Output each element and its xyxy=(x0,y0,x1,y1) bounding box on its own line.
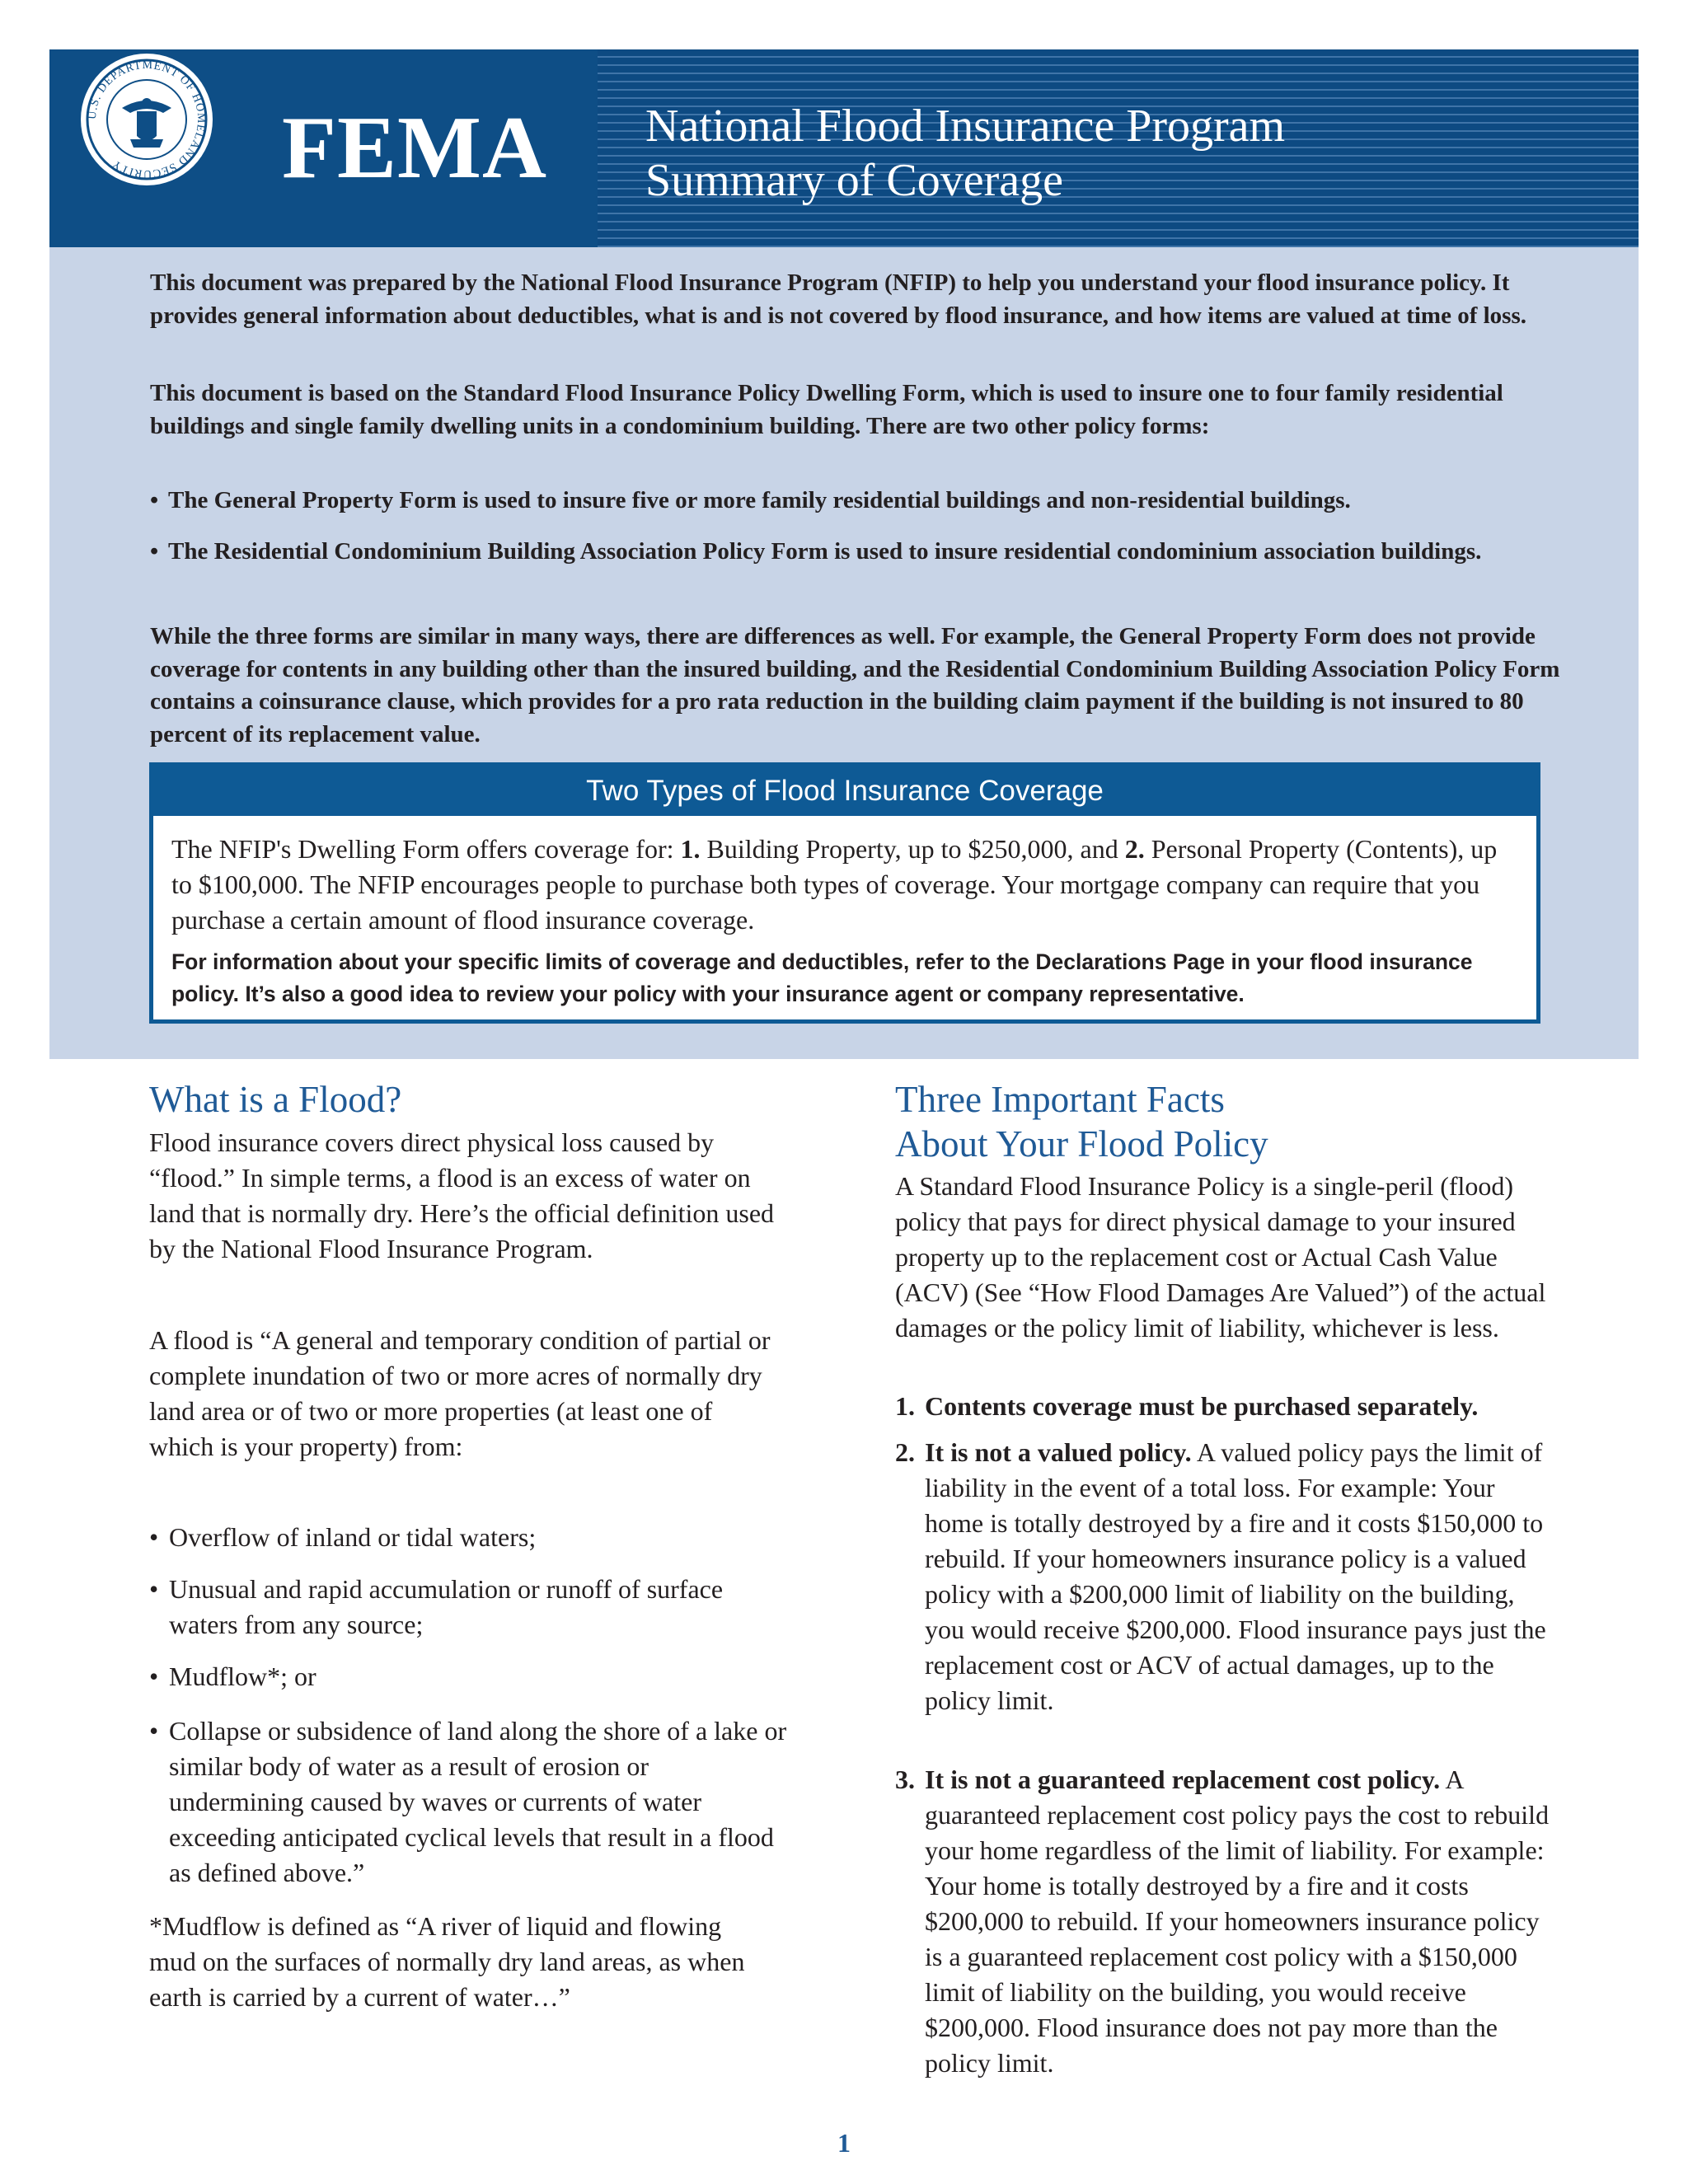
intro-paragraph-2: This document is based on the Standard Flood Insurance Policy Dwelling Form, which is used to insure one to four family residential buildings and single family dwelling units in a condominium building. There are two other policy forms: xyxy=(150,380,1503,439)
intro-paragraph-3: While the three forms are similar in many ways, there are differences as well. For example, the General Property Form does not provide coverage for contents in any building other than the insured building, and the Residential Condominium Building Association Policy Form contains a coinsurance clause, which provides for a pro rata reduction in the building claim payment if the building is not insured to 80 percent of its replacement value. xyxy=(150,623,1560,748)
dhs-seal-icon xyxy=(81,54,213,185)
coverage-number: 2. xyxy=(1124,834,1145,864)
fact-text xyxy=(925,1389,1554,1424)
seal-text: U.S. DEPARTMENT OF HOMELAND SECURITY xyxy=(86,59,208,180)
coverage-box-title: Two Types of Flood Insurance Coverage xyxy=(153,766,1536,816)
intro-bullet-text: The General Property Form is used to insure five or more family residential buildings and non-residential buildings. xyxy=(168,487,1351,513)
fact-lead: It is not a valued policy. xyxy=(925,1437,1192,1467)
facts-heading xyxy=(895,1077,1268,1166)
fact-lead: It is not a guaranteed replacement cost policy. xyxy=(925,1765,1441,1794)
title-line-2: Summary of Coverage xyxy=(645,155,1063,206)
flood-bullet-text: Collapse or subsidence of land along the shore of a lake or similar body of water as a result of erosion or undermining caused by waves or currents of water exceeding anticipated cyclical levels that result in a flood as defined above.” xyxy=(169,1716,787,1887)
coverage-text: The NFIP's Dwelling Form offers coverage for: xyxy=(171,834,681,864)
intro-paragraph-1: This document was prepared by the National Flood Insurance Program (NFIP) to help you understand your flood insurance policy. It provides general information about deductibles, what is and is not covered by flood insurance, and how items are valued at time of loss. xyxy=(150,269,1526,329)
coverage-text: Personal Property (Contents), up to $100,000. The NFIP encourages people to purchase both types of coverage. Your mortgage company can require that you purchase a certain amount of flood insurance coverage. xyxy=(171,834,1498,935)
fact-number: 2. xyxy=(895,1437,915,1467)
bullet-dot: • xyxy=(149,1716,159,1746)
bullet-dot: • xyxy=(150,487,159,513)
flood-bullet-text: Overflow of inland or tidal waters; xyxy=(169,1522,537,1552)
flood-heading: What is a Flood? xyxy=(149,1079,402,1120)
title-line-1: National Flood Insurance Program xyxy=(645,101,1286,152)
bullet-dot: • xyxy=(150,538,159,565)
fact-text xyxy=(925,1435,1551,1718)
coverage-box-body xyxy=(171,832,1507,938)
flood-bullet-text: Mudflow*; or xyxy=(169,1661,316,1691)
fact-body: A guaranteed replacement cost policy pays the cost to rebuild your home regardless of the limit of liability. For example: Your home is totally destroyed by a fire and it costs $200,000 to rebuild. If your homeowners insurance policy is a guaranteed replacement cost policy with a $150,000 limit of liability on the building, you would receive $200,000. Flood insurance does not pay more than the policy limit. xyxy=(925,1765,1550,2078)
svg-text:U.S. DEPARTMENT OF HOMELAND SE xyxy=(87,59,207,180)
mudflow-footnote: *Mudflow is defined as “A river of liquid and flowing mud on the surfaces of normally dry land areas, as when earth is carried by a current of water…” xyxy=(149,1911,745,2012)
flood-paragraph-1: Flood insurance covers direct physical loss caused by “flood.” In simple terms, a flood is an excess of water on land that is normally dry. Here’s the official definition used by the National Flood Insurance Program. xyxy=(149,1127,775,1263)
document-title xyxy=(645,99,1285,208)
fact-body: A valued policy pays the limit of liability in the event of a total loss. For example: Your home is totally destroyed by a fire and it costs $150,000 to rebuild. If your homeowners insurance policy is a valued policy with a $200,000 limit of liability on the building, you would receive $200,000. Flood insurance pays just the replacement cost or ACV of actual damages, up to the policy limit. xyxy=(925,1437,1546,1715)
fema-logo: FEMA xyxy=(282,99,547,197)
bullet-dot: • xyxy=(149,1574,159,1604)
coverage-box-note: For information about your specific limits of coverage and deductibles, refer to the Declarations Page in your flood insurance policy. It’s also a good idea to review your policy with your insurance agent or company representative. xyxy=(171,949,1473,1006)
facts-paragraph: A Standard Flood Insurance Policy is a single-peril (flood) policy that pays for direct physical damage to your insured property up to the replacement cost or Actual Cash Value (ACV) (See “How Flood Damages Are Valued”) of the actual damages or the policy limit of liability, whichever is less. xyxy=(895,1171,1546,1343)
coverage-number: 1. xyxy=(680,834,701,864)
fact-number: 3. xyxy=(895,1765,915,1794)
flood-bullet-text: Unusual and rapid accumulation or runoff of surface waters from any source; xyxy=(169,1574,724,1639)
intro-bullet-text: The Residential Condominium Building Association Policy Form is used to insure residential condominium association buildings. xyxy=(168,538,1482,565)
fact-number: 1. xyxy=(895,1391,915,1421)
page-number: 1 xyxy=(837,2128,851,2158)
coverage-text: Building Property, up to $250,000, and xyxy=(700,834,1125,864)
coverage-box xyxy=(149,762,1540,1024)
bullet-dot: • xyxy=(149,1522,159,1552)
flood-paragraph-2: A flood is “A general and temporary condition of partial or complete inundation of two or more acres of normally dry land area or of two or more properties (at least one of which is your property) from: xyxy=(149,1325,771,1461)
fact-text xyxy=(925,1762,1551,2081)
fact-lead: Contents coverage must be purchased separately. xyxy=(925,1391,1479,1421)
bullet-dot: • xyxy=(149,1661,159,1691)
facts-heading-line-1: Three Important Facts xyxy=(895,1079,1225,1120)
facts-heading-line-2: About Your Flood Policy xyxy=(895,1123,1268,1165)
